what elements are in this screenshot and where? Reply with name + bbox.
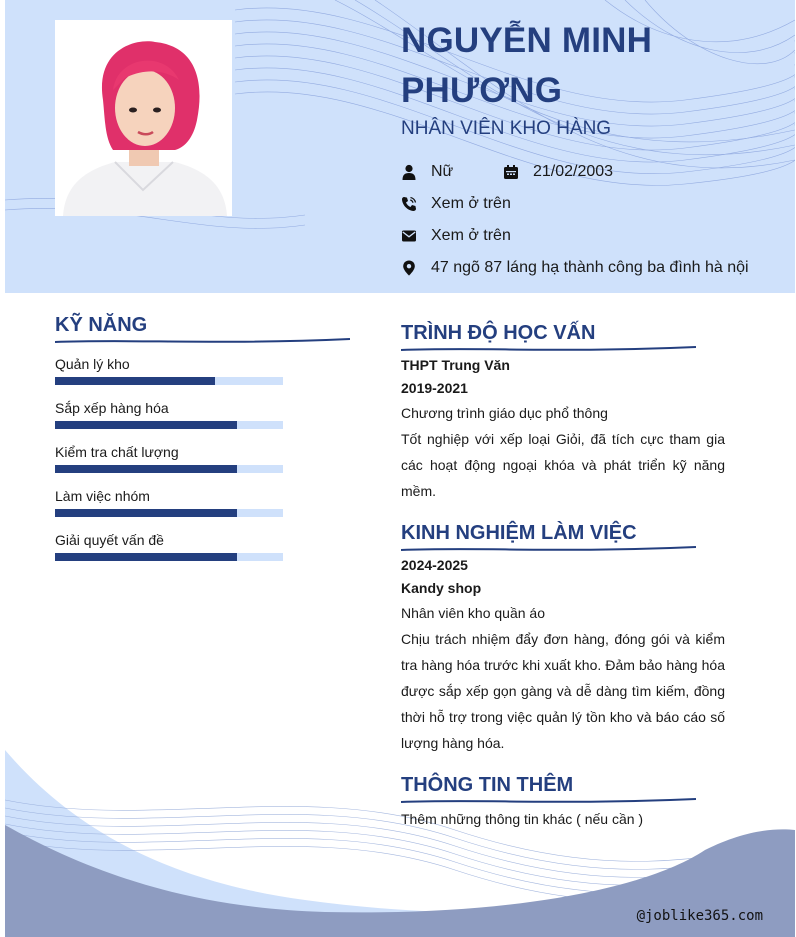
skill-bar-fill <box>55 465 237 473</box>
skill-bar <box>55 377 283 385</box>
skill-bar-fill <box>55 553 237 561</box>
user-icon <box>401 164 417 180</box>
birthday-row <box>503 161 613 183</box>
experience-company: Kandy shop <box>401 580 482 596</box>
candidate-name: NGUYỄN MINH PHƯƠNG <box>401 21 653 110</box>
education-school: THPT Trung Văn <box>401 357 510 373</box>
phone-icon <box>401 196 417 212</box>
experience-title: KINH NGHIỆM LÀM VIỆC <box>401 522 637 544</box>
skill-label: Kiểm tra chất lượng <box>55 444 179 460</box>
gender-row <box>401 161 453 183</box>
skill-label: Giải quyết vấn đề <box>55 532 164 548</box>
skill-bar <box>55 553 283 561</box>
calendar-icon <box>503 164 519 180</box>
skills-title: KỸ NĂNG <box>55 314 148 336</box>
job-position: NHÂN VIÊN KHO HÀNG <box>401 118 612 139</box>
skill-bar-fill <box>55 509 237 517</box>
envelope-icon <box>401 228 417 244</box>
experience-underline <box>401 544 696 554</box>
location-pin-icon <box>401 260 417 276</box>
skill-bar <box>55 465 283 473</box>
cv-page <box>5 0 795 937</box>
education-title: TRÌNH ĐỘ HỌC VẤN <box>401 322 596 344</box>
address-row <box>401 257 749 279</box>
skills-underline <box>55 336 350 346</box>
watermark: @joblike365.com <box>636 908 763 924</box>
skill-bar <box>55 421 283 429</box>
gender-value: Nữ <box>431 163 454 180</box>
email-value: Xem ở trên <box>431 227 511 244</box>
experience-description: Chịu trách nhiệm đẩy đơn hàng, đóng gói và kiểm tra hàng hóa trước khi xuất kho. Đảm bảo hàng hóa được sắp xếp gọn gàng và dễ dàng tìm kiếm, đồng thời hỗ trợ trong việc quản lý tồn kho và báo cáo số lượng hàng hóa. <box>401 631 725 751</box>
extra-text: Thêm những thông tin khác ( nếu cần ) <box>401 811 644 827</box>
extra-title: THÔNG TIN THÊM <box>401 774 574 796</box>
skill-label: Sắp xếp hàng hóa <box>55 400 169 416</box>
skill-bar <box>55 509 283 517</box>
skill-bar-fill <box>55 377 215 385</box>
education-underline <box>401 344 696 354</box>
skill-bar-fill <box>55 421 237 429</box>
birthday-value: 21/02/2003 <box>533 163 614 180</box>
skill-label: Quản lý kho <box>55 356 130 372</box>
extra-underline <box>401 796 696 806</box>
email-row <box>401 225 511 247</box>
phone-value: Xem ở trên <box>431 195 511 212</box>
header <box>5 0 795 293</box>
address-value: 47 ngõ 87 láng hạ thành công ba đình hà nội <box>431 259 749 276</box>
education-period: 2019-2021 <box>401 380 468 396</box>
experience-role: Nhân viên kho quần áo <box>401 605 545 621</box>
experience-period: 2024-2025 <box>401 557 468 573</box>
education-description: Tốt nghiệp với xếp loại Giỏi, đã tích cực tham gia các hoạt động ngoại khóa và phát triển kỹ năng mềm. <box>401 431 725 499</box>
education-program: Chương trình giáo dục phổ thông <box>401 405 608 421</box>
profile-photo <box>55 20 232 216</box>
phone-row <box>401 193 511 215</box>
skill-label: Làm việc nhóm <box>55 488 150 504</box>
